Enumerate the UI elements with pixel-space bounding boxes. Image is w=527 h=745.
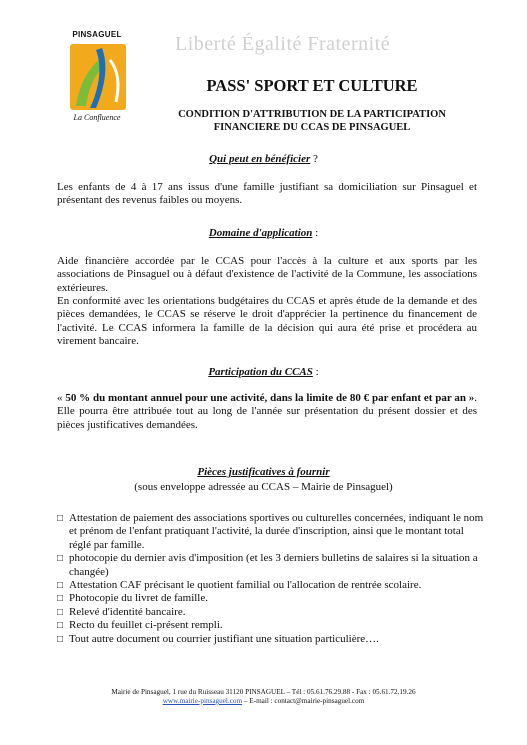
list-item <box>57 552 487 579</box>
document-label: Attestation CAF précisant le quotient familial ou l'allocation de rentrée scolaire. <box>69 579 422 592</box>
list-item <box>57 512 487 552</box>
page-title: PASS' SPORT ET CULTURE <box>206 76 418 95</box>
section-heading-who-label: Qui peut en bénéficier <box>209 153 311 165</box>
participation-open-quote: « <box>57 392 66 404</box>
page-subtitle <box>147 108 477 134</box>
checkbox-icon: □ <box>57 513 64 524</box>
section-heading-domain-suffix: : <box>312 227 319 239</box>
subtitle-line-1: CONDITION D'ATTRIBUTION DE LA PARTICIPATION <box>178 109 446 120</box>
logo-tagline: La Confluence <box>73 113 121 122</box>
checkbox-icon: □ <box>57 620 64 632</box>
list-item <box>57 619 487 632</box>
checkbox-icon: □ <box>57 633 64 645</box>
section-heading-who-suffix: ? <box>310 153 318 165</box>
list-item <box>57 579 487 592</box>
pinsaguel-logo <box>52 30 142 130</box>
footer-contact <box>0 697 527 706</box>
document-label: Relevé d'identité bancaire. <box>69 605 186 618</box>
section-participation-text <box>57 392 477 432</box>
list-item <box>57 633 487 646</box>
checkbox-icon: □ <box>57 606 64 618</box>
participation-rate: 50 % du montant annuel pour une activité, dans la limite de 80 € par enfant et par an » <box>65 392 475 404</box>
participation-rest: . Elle pourra être attribuée tout au long de l'année sur présentation du présent dossier et des pièces justificatives demandées. <box>57 392 478 431</box>
checkbox-icon: □ <box>57 580 64 592</box>
logo-name: PINSAGUEL <box>72 30 122 39</box>
checkbox-icon: □ <box>57 553 64 565</box>
document-label: Photocopie du livret de famille. <box>69 592 208 605</box>
document-label: Attestation de paiement des associations sportives ou culturelles concernées, indiquant le nom et prénom de l'enfant pratiquant l'activité, la durée d'inscription, ainsi que le montant total réglé par famille. <box>69 512 484 551</box>
docs-note: (sous enveloppe adressée au CCAS – Mairie de Pinsaguel) <box>134 481 393 493</box>
subtitle-line-2: FINANCIERE DU CCAS DE PINSAGUEL <box>213 122 411 133</box>
section-domain-text-1: Aide financière accordée par le CCAS pour l'accès à la culture et aux sports par les associations de Pinsaguel ou à défaut d'existence de l'activité de la Commune, les associations extérieures. <box>57 255 477 294</box>
section-heading-participation-label: Participation du CCAS <box>208 366 313 378</box>
footer-address: Mairie de Pinsaguel, 1 rue du Ruisseau 31120 PINSAGUEL – Tél : 05.61.76.29.88 - Fax : 05.61.72.19.26 <box>111 688 416 696</box>
document-label: photocopie du dernier avis d'imposition (et les 3 derniers bulletins de salaires si la situation a changée) <box>69 552 478 578</box>
section-heading-domain <box>0 227 527 239</box>
confluence-emblem-icon <box>70 40 126 112</box>
section-heading-participation <box>0 366 527 378</box>
section-heading-participation-suffix: : <box>312 366 319 378</box>
section-heading-who <box>0 153 527 165</box>
checkbox-icon: □ <box>57 593 64 605</box>
section-who-text: Les enfants de 4 à 17 ans issus d'une famille justifiant sa domiciliation sur Pinsaguel et présentant des revenus faibles ou moyens. <box>57 181 477 207</box>
footer-email: – E-mail : contact@mairie-pinsaguel.com <box>242 697 365 705</box>
document-label: Tout autre document ou courrier justifiant une situation particulière…. <box>69 632 379 645</box>
footer <box>0 688 527 706</box>
list-item <box>57 592 487 605</box>
section-heading-docs <box>0 466 527 478</box>
list-item <box>57 606 487 619</box>
section-heading-domain-label: Domaine d'application <box>208 227 313 239</box>
section-heading-docs-label: Pièces justificatives à fournir <box>197 466 330 478</box>
section-domain-text-2: En conformité avec les orientations budgétaires du CCAS et après étude de la demande et des pièces demandées, le CCAS se réserve le droit d'apprécier la pertinence du financement de l'activité. Le CCAS informera la famille de la décision qui aura été prise et procédera au virement bancaire. <box>57 295 477 348</box>
website-link[interactable]: www.mairie-pinsaguel.com <box>162 697 243 705</box>
republic-motto: Liberté Égalité Fraternité <box>175 33 391 55</box>
document-label: Recto du feuillet ci-présent rempli. <box>69 619 223 632</box>
documents-list <box>57 512 487 646</box>
